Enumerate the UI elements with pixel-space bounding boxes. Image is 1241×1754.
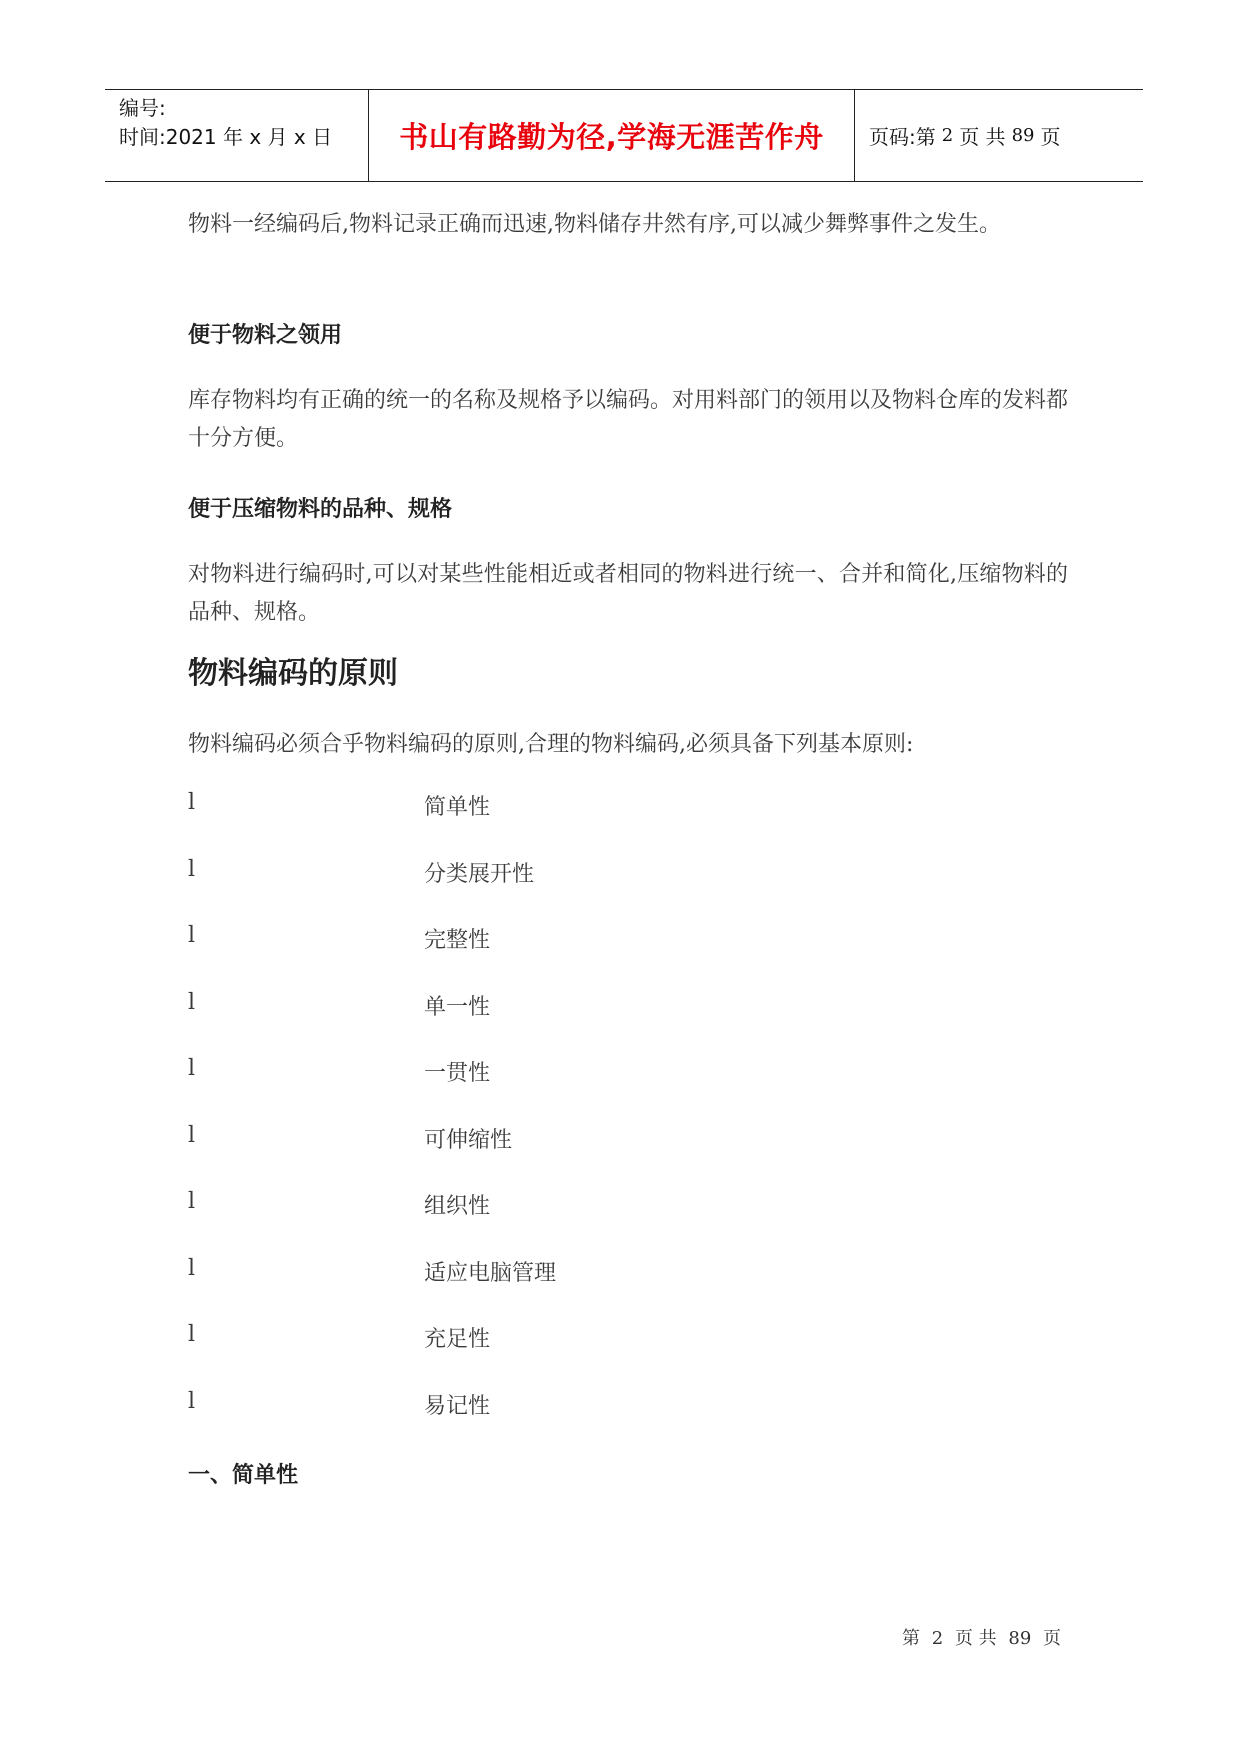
list-bullet: l bbox=[188, 989, 196, 1015]
header-page-prefix: 页码:第 bbox=[869, 125, 936, 149]
list-item-label: 简单性 bbox=[424, 795, 491, 820]
list-bullet: l bbox=[188, 1255, 196, 1281]
list-bullet: l bbox=[188, 923, 196, 948]
principles-list bbox=[188, 790, 888, 1455]
header-meta-cell bbox=[105, 90, 369, 181]
heading-simplicity: 一、简单性 bbox=[188, 1463, 299, 1488]
list-bullet: l bbox=[188, 790, 196, 815]
list-bullet: l bbox=[188, 1056, 196, 1081]
list-bullet: l bbox=[188, 1189, 196, 1214]
header-page-mid: 页 共 bbox=[959, 125, 1006, 149]
header-page-total: 89 bbox=[1011, 125, 1035, 146]
list-bullet: l bbox=[188, 1122, 196, 1148]
list-item-label: 单一性 bbox=[424, 994, 491, 1020]
list-item-label: 可伸缩性 bbox=[424, 1127, 513, 1153]
list-item-label: 完整性 bbox=[424, 928, 491, 953]
list-item bbox=[188, 1189, 888, 1256]
list-item bbox=[188, 923, 888, 990]
footer-current-page: 2 bbox=[931, 1628, 944, 1649]
header-page-suffix: 页 bbox=[1040, 125, 1061, 149]
list-bullet: l bbox=[188, 1388, 196, 1414]
footer-prefix: 第 bbox=[902, 1628, 920, 1649]
header-time-label: 时间:2021 年 x 月 x 日 bbox=[119, 125, 333, 149]
page-footer bbox=[902, 1624, 1067, 1650]
paragraph-compress: 对物料进行编码时,可以对某些性能相近或者相同的物料进行统一、合并和简化,压缩物料的品种、规格。 bbox=[188, 562, 1068, 625]
footer-total-pages: 89 bbox=[1008, 1628, 1032, 1649]
heading-compress-varieties: 便于压缩物料的品种、规格 bbox=[188, 497, 453, 522]
list-item-label: 充足性 bbox=[424, 1327, 491, 1352]
list-bullet: l bbox=[188, 856, 196, 882]
header-page-cell bbox=[855, 90, 1143, 181]
list-item bbox=[188, 1322, 888, 1389]
header-motto-cell bbox=[369, 90, 855, 181]
heading-coding-principles: 物料编码的原则 bbox=[188, 656, 398, 691]
page-header bbox=[105, 89, 1143, 182]
list-item bbox=[188, 1256, 888, 1323]
list-item bbox=[188, 857, 888, 924]
paragraph-coding-benefit: 物料一经编码后,物料记录正确而迅速,物料储存井然有序,可以减少舞弊事件之发生。 bbox=[188, 212, 1001, 237]
list-item bbox=[188, 790, 888, 857]
footer-suffix: 页 bbox=[1043, 1628, 1062, 1649]
list-item-label: 组织性 bbox=[424, 1194, 491, 1219]
list-item-label: 易记性 bbox=[424, 1393, 491, 1419]
list-item-label: 一贯性 bbox=[424, 1061, 491, 1086]
paragraph-principles-intro: 物料编码必须合乎物料编码的原则,合理的物料编码,必须具备下列基本原则: bbox=[188, 732, 914, 757]
header-motto: 书山有路勤为径,学海无涯苦作舟 bbox=[399, 120, 824, 154]
list-item-label: 分类展开性 bbox=[424, 861, 535, 887]
paragraph-requisition: 库存物料均有正确的统一的名称及规格予以编码。对用料部门的领用以及物料仓库的发料都十分方便。 bbox=[188, 388, 1069, 451]
header-number-label: 编号: bbox=[119, 96, 166, 120]
list-item-label: 适应电脑管理 bbox=[424, 1260, 557, 1286]
header-page-current: 2 bbox=[941, 125, 954, 146]
list-item bbox=[188, 1056, 888, 1123]
list-item bbox=[188, 990, 888, 1057]
heading-easy-requisition: 便于物料之领用 bbox=[188, 323, 343, 348]
footer-mid: 页 共 bbox=[954, 1628, 997, 1649]
list-item bbox=[188, 1123, 888, 1190]
list-item bbox=[188, 1389, 888, 1456]
list-bullet: l bbox=[188, 1322, 196, 1347]
